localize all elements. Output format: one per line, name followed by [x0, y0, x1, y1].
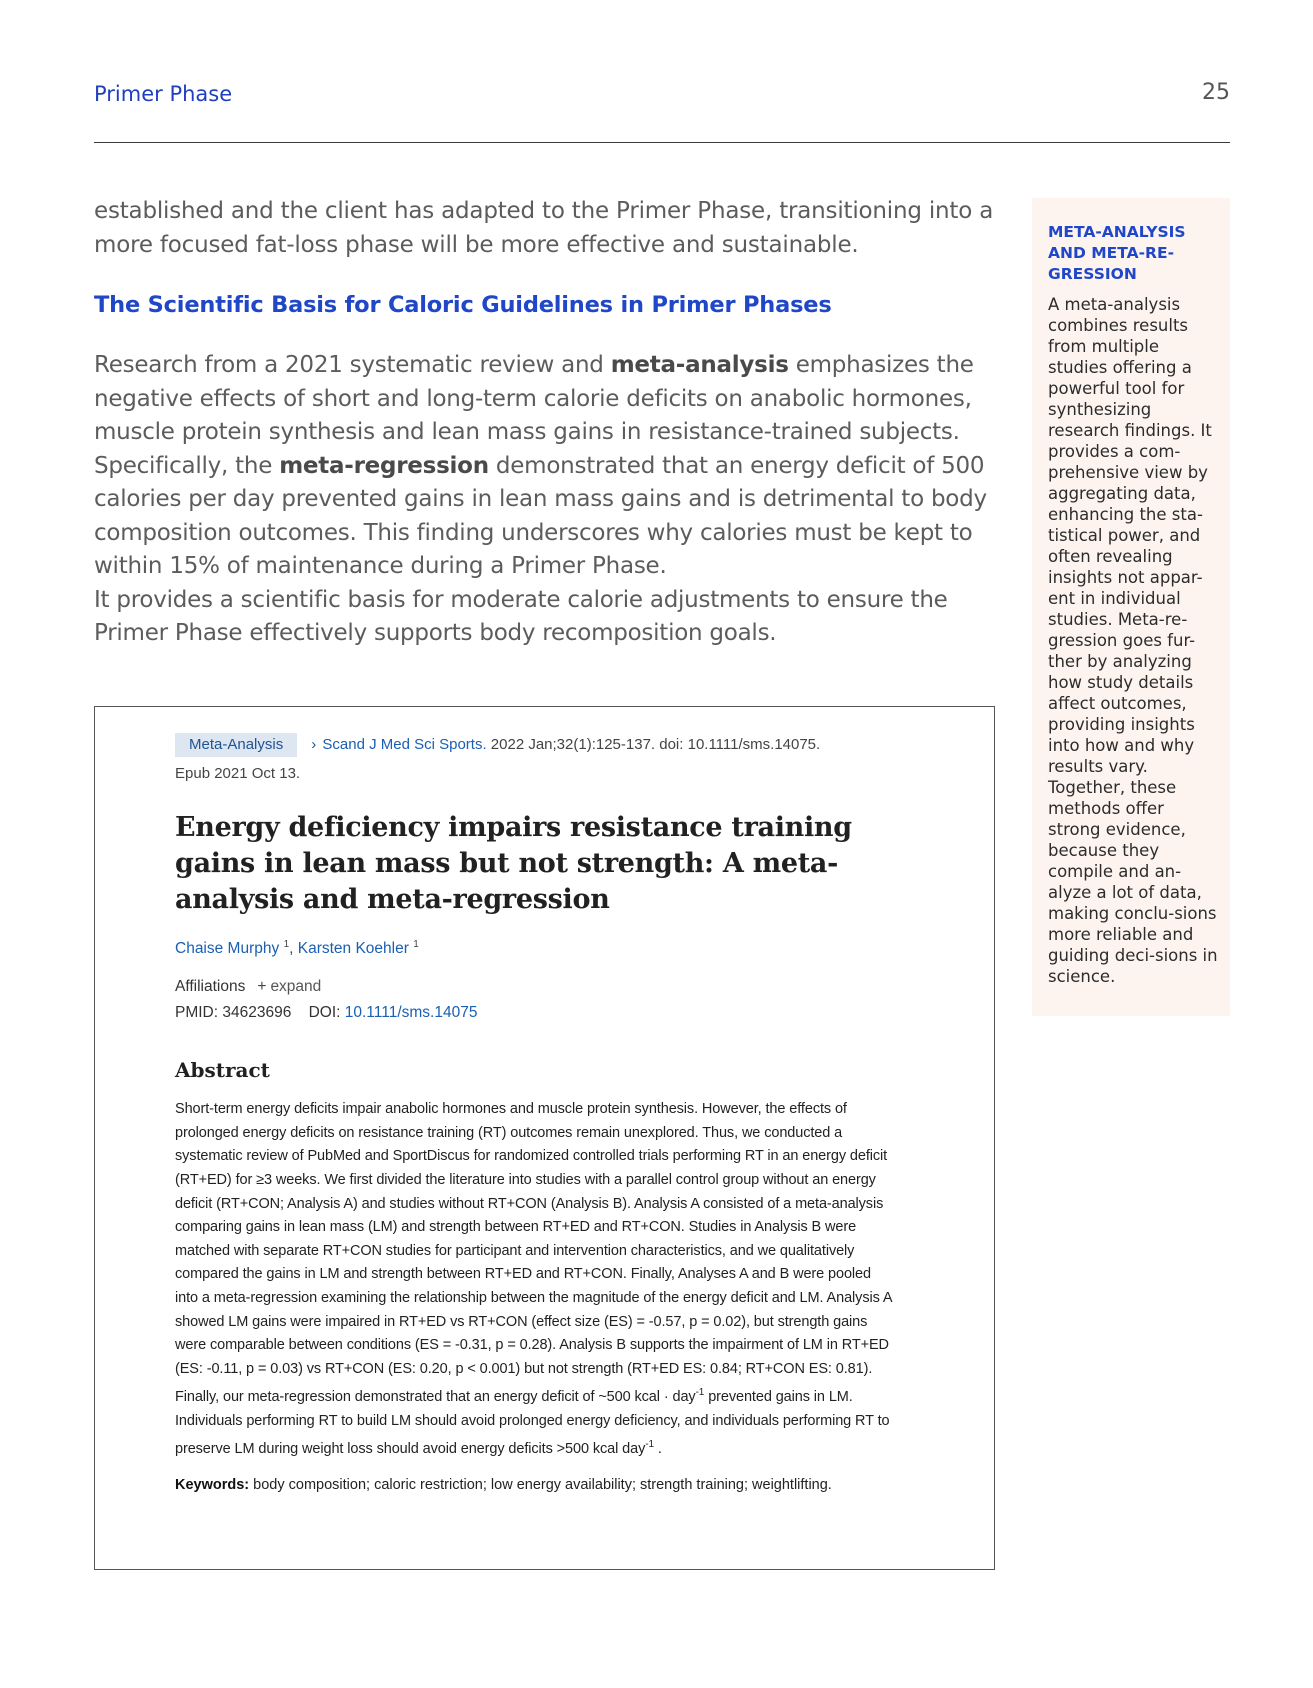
epub-date: Epub 2021 Oct 13. — [175, 765, 301, 782]
superscript: -1 — [695, 1387, 705, 1399]
identifiers-row — [175, 1004, 895, 1022]
abstract-body: prevented gains in LM. Individuals performing RT to build LM should avoid prolonged energy deficiency, and individuals performing RT to preserve LM during weight loss should avoid energy deficits >500 kcal day — [175, 1389, 890, 1458]
para-text-2: emphasizes the negative effects of short and long-term calorie deficits on anabolic hormones, muscle protein synthesis and lean mass gains in resistance-trained subjects. Specifically, the — [94, 352, 974, 479]
superscript: -1 — [645, 1439, 654, 1451]
body-paragraph — [94, 349, 1004, 651]
page-number: 25 — [1202, 80, 1230, 105]
para-text-3: demonstrated that an energy deficit of 500 calories per day prevented gains in lean mass gains and is detrimental to body composition outcomes. This finding underscores why calories must be kept to within 15% of maintenance during a Primer Phase. — [94, 452, 987, 579]
para-text-4: It provides a scientific basis for moderate calorie adjustments to ensure the Primer Phase effectively supports body recomposition goals. — [94, 586, 948, 646]
journal-link[interactable]: Scand J Med Sci Sports. — [322, 736, 487, 753]
article-screenshot-card — [94, 706, 995, 1570]
affiliations-row — [175, 978, 895, 996]
para-text-1: Research from a 2021 systematic review and — [94, 352, 611, 378]
author-list: Chaise Murphy $^1$, Karsten Koehler $^1$ — [175, 939, 419, 958]
affiliations-label: Affiliations — [175, 978, 246, 996]
author-link[interactable]: Chaise Murphy — [175, 940, 280, 958]
article-title: Energy deficiency impairs resistance training gains in lean mass but not strength: A meta-analysis and meta-regression — [175, 812, 852, 915]
author-link[interactable]: Karsten Koehler — [297, 940, 409, 958]
plus-icon[interactable]: + — [257, 978, 267, 996]
doi-link[interactable]: 10.1111/sms.14075 — [344, 1004, 478, 1022]
pmid: PMID: 34623696 — [175, 1004, 292, 1022]
abstract-body: Short-term energy deficits impair anabolic hormones and muscle protein synthesis. However, the effects of prolonged energy deficits on resistance training (RT) outcomes remain unexplored. Thus, we conducted a systematic review of PubMed and SportDiscus for randomized controlled trials performing RT in an energy deficit (RT+ED) for ≥3 weeks. We first divided the literature into studies with a parallel control group without an energy deficit (RT+CON; Analysis A) and studies without RT+CON (Analysis B). Analysis A consisted of a meta-analysis comparing gains in lean mass (LM) and strength between RT+ED and RT+CON. Studies in Analysis B were matched with separate RT+CON studies for participant and intervention characteristics, and we qualitatively compared the gains in LM and strength between RT+ED and RT+CON. Finally, Analyses A and B were pooled into a meta-regression examining the relationship between the magnitude of the energy deficit and LM. Analysis A showed LM gains were impaired in RT+ED vs RT+CON (effect size (ES) = -0.57, p = 0.02), but strength gains were comparable between conditions (ES = -0.31, p = 0.28). Analysis B supports the impairment of LM in RT+ED (ES: -0.11, p = 0.03) vs RT+CON (ES: 0.20, p < 0.001) but not strength (RT+ED ES: 0.84; RT+CON ES: 0.81). Finally, our meta-regression demonstrated that an energy deficit of ~500 kcal · day — [175, 1101, 892, 1406]
term-meta-regression: meta-regression — [279, 452, 489, 479]
main-content — [94, 195, 1004, 651]
article-type-badge[interactable]: Meta-Analysis — [175, 733, 297, 757]
section-subheading: The Scientific Basis for Caloric Guidelines in Primer Phases — [94, 292, 832, 318]
keywords-label: Keywords: — [175, 1476, 250, 1493]
sidebar-callout — [1032, 198, 1230, 1016]
term-meta-analysis: meta-analysis — [610, 352, 789, 378]
abstract-heading: Abstract — [175, 1058, 270, 1083]
article-content — [175, 733, 895, 1497]
keywords-text: body composition; caloric restriction; low energy availability; strength training; weightlifting. — [249, 1476, 832, 1493]
abstract-text — [175, 1098, 895, 1462]
expand-button[interactable]: expand — [270, 978, 322, 996]
section-title: Primer Phase — [94, 82, 233, 106]
lead-paragraph: established and the client has adapted to the Primer Phase, transitioning into a more focused fat-loss phase will be more effective and sustainable. — [94, 198, 994, 258]
author-affiliation-number: 1 — [283, 939, 290, 950]
sidebar-text: A meta-analysis combines results from multiple studies offering a powerful tool for synthesizing research findings. It provides a com-prehensive view by aggregating data, enhancing the sta-tistical power, and often revealing insights not appar-ent in individual studies. Meta-re-gression goes fur-ther by analyzing how study details affect outcomes, providing insights into how and why results vary. Together, these methods offer strong evidence, because they compile and an-alyze a lot of data, making conclu-sions more reliable and guiding deci-sions in science. — [1048, 295, 1218, 986]
citation-row — [175, 733, 895, 757]
doi-label: DOI: — [308, 1004, 341, 1022]
keywords-row — [175, 1474, 895, 1498]
chevron-right-icon: › — [311, 736, 317, 753]
citation-text: 2022 Jan;32(1):125-137. doi: 10.1111/sms.14075. — [486, 736, 821, 753]
abstract-body: . — [653, 1441, 662, 1458]
author-affiliation-number: 1 — [413, 939, 419, 950]
sidebar-title: META-ANALYSIS AND META-RE-GRESSION — [1048, 223, 1186, 283]
page-header — [94, 80, 1230, 143]
